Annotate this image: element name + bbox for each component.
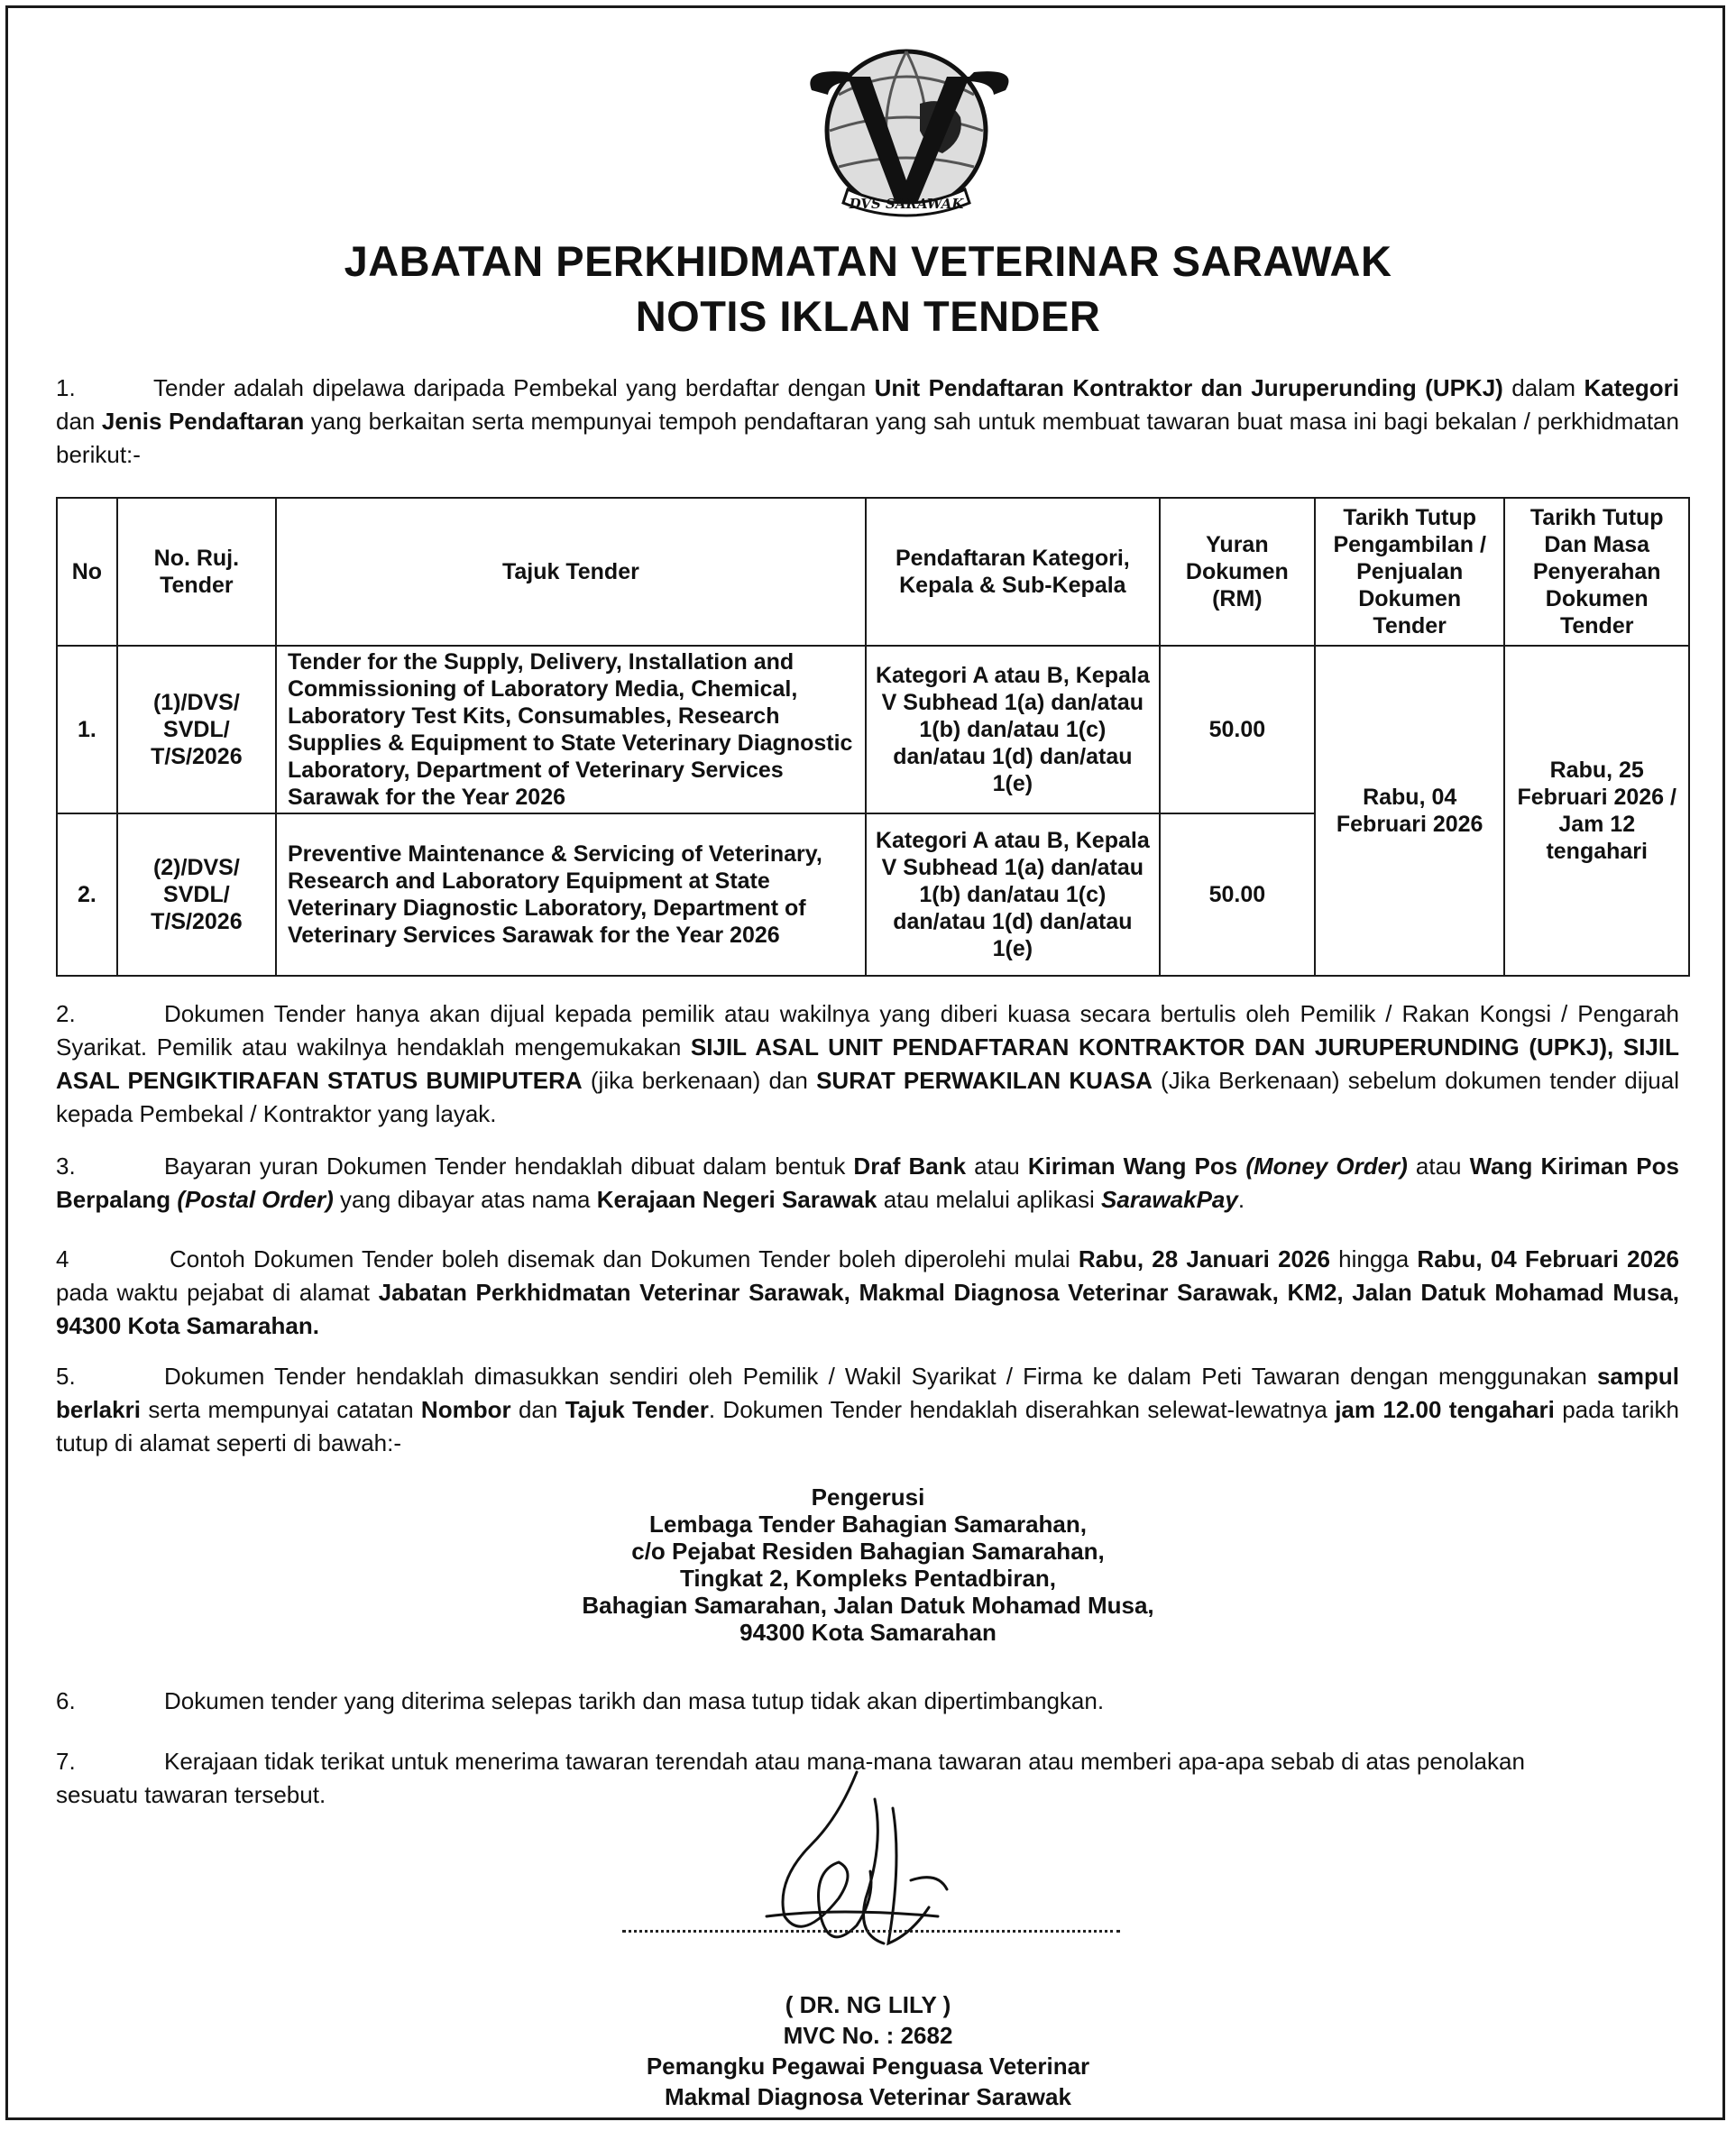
submission-address (0, 1483, 1736, 1646)
italic-text: (Money Order) (1245, 1153, 1408, 1180)
text: . Dokumen Tender hendaklah diserahkan selewat-lewatnya (708, 1396, 1336, 1423)
paragraph-2 (56, 997, 1679, 1131)
column-header: Tajuk Tender (276, 498, 866, 646)
text: atau melalui aplikasi (877, 1186, 1102, 1213)
handwritten-signature (703, 1763, 974, 1970)
paragraph-number: 1. (56, 374, 76, 401)
paragraph-number: 6. (56, 1687, 76, 1714)
text: Dokumen Tender hanya akan dijual kepada pemilik atau wakilnya yang diberi kuasa secara bertulis oleh Pemilik / Rakan Kongsi / Pengarah Syarikat. Pemilik atau wakilnya hendaklah mengemukakan (56, 1000, 1679, 1061)
paragraph-number: 7. (56, 1748, 76, 1775)
bold-text: SURAT PERWAKILAN KUASA (816, 1067, 1153, 1094)
address-line: Lembaga Tender Bahagian Samarahan, (649, 1511, 1087, 1538)
notice-title: NOTIS IKLAN TENDER (635, 292, 1101, 340)
column-header: Pendaftaran Kategori, Kepala & Sub-Kepala (866, 498, 1160, 646)
column-header: No (57, 498, 117, 646)
address-line: Bahagian Samarahan, Jalan Datuk Mohamad Musa, (582, 1592, 1154, 1619)
bold-text: Jenis Pendaftaran (101, 408, 305, 435)
text: pada tarikh tutup di alamat seperti di bawah:- (56, 1396, 1679, 1456)
paragraph-number: 5. (56, 1363, 76, 1390)
text: Bayaran yuran Dokumen Tender hendaklah dibuat dalam bentuk (164, 1153, 854, 1180)
bold-text: Nombor (420, 1396, 511, 1423)
signatory-office: Makmal Diagnosa Veterinar Sarawak (665, 2083, 1071, 2110)
bold-text: sampul berlakri (56, 1363, 1679, 1423)
signatory-position: Pemangku Pegawai Penguasa Veterinar (646, 2053, 1090, 2080)
column-header: Tarikh Tutup Dan Masa Penyerahan Dokumen Tender (1504, 498, 1689, 646)
paragraph-5 (56, 1360, 1679, 1460)
column-header: Yuran Dokumen (RM) (1160, 498, 1315, 646)
bold-text: jam 12.00 tengahari (1335, 1396, 1555, 1423)
text: atau (966, 1153, 1028, 1180)
text: Kerajaan tidak terikat untuk menerima tawaran terendah atau mana-mana tawaran atau memberi apa-apa sebab di atas penolakan sesuatu tawaran tersebut. (56, 1748, 1525, 1808)
bold-text: Rabu, 28 Januari 2026 (1078, 1245, 1330, 1272)
address-line: Tingkat 2, Kompleks Pentadbiran, (679, 1565, 1057, 1592)
dvs-sarawak-logo (794, 41, 1028, 230)
tender-table (56, 497, 1690, 977)
text: dalam (1502, 374, 1584, 401)
table-row (57, 646, 1689, 813)
tender-title: Tender for the Supply, Delivery, Installation and Commissioning of Laboratory Media, Chemical, Laboratory Test Kits, Consumables, Research Supplies & Equipment to State Veterinary Diagnostic Laboratory, Department of Veterinary Services Sarawak for the Year 2026 (276, 646, 866, 813)
department-title: JABATAN PERKHIDMATAN VETERINAR SARAWAK (344, 237, 1392, 285)
text: Dokumen Tender hendaklah dimasukkan sendiri oleh Pemilik / Wakil Syarikat / Firma ke dalam Peti Tawaran dengan menggunakan (164, 1363, 1597, 1390)
bold-text: Draf Bank (853, 1153, 967, 1180)
row-number: 2. (57, 813, 117, 976)
submission-closing-date: Rabu, 25 Februari 2026 / Jam 12 tengahari (1504, 646, 1689, 976)
paragraph-1 (56, 372, 1679, 472)
bold-text: Kerajaan Negeri Sarawak (596, 1186, 877, 1213)
text: (Jika Berkenaan) sebelum dokumen tender dijual kepada Pembekal / Kontraktor yang layak. (56, 1067, 1680, 1127)
document-fee: 50.00 (1160, 646, 1315, 813)
text: hingga (1329, 1245, 1418, 1272)
address-line: Pengerusi (811, 1483, 925, 1511)
registration-category: Kategori A atau B, Kepala V Subhead 1(a) dan/atau 1(b) dan/atau 1(c) dan/atau 1(d) dan/atau 1(e) (866, 813, 1160, 976)
bold-text: Wang Kiriman Pos Berpalang (56, 1153, 1679, 1213)
logo-caption: DVS SARAWAK (849, 196, 964, 212)
signatory-name: ( DR. NG LILY ) (785, 1991, 951, 2018)
bold-text: Rabu, 04 Februari 2026 (1417, 1245, 1680, 1272)
bold-text: Tajuk Tender (565, 1396, 709, 1423)
address-line: 94300 Kota Samarahan (739, 1619, 997, 1646)
signatory-mvc: MVC No. : 2682 (783, 2022, 953, 2049)
text: Dokumen tender yang diterima selepas tarikh dan masa tutup tidak akan dipertimbangkan. (164, 1687, 1105, 1714)
bold-text: Kategori (1584, 374, 1679, 401)
paragraph-number: 4 (56, 1245, 69, 1272)
paragraph-number: 2. (56, 1000, 76, 1027)
document-fee: 50.00 (1160, 813, 1315, 976)
bold-text: Unit Pendaftaran Kontraktor dan Juruperunding (UPKJ) (874, 374, 1503, 401)
text: dan (56, 408, 102, 435)
column-header: No. Ruj. Tender (117, 498, 276, 646)
text: . (1237, 1186, 1245, 1213)
paragraph-4 (56, 1243, 1679, 1343)
paragraph-number: 3. (56, 1153, 76, 1180)
text: serta mempunyai catatan (140, 1396, 421, 1423)
bold-text: Jabatan Perkhidmatan Veterinar Sarawak, Makmal Diagnosa Veterinar Sarawak, KM2, Jalan Datuk Mohamad Musa, 94300 Kota Samarahan. (56, 1279, 1680, 1339)
bold-text: Kiriman Wang Pos (1027, 1153, 1238, 1180)
address-line: c/o Pejabat Residen Bahagian Samarahan, (631, 1538, 1105, 1565)
text: atau (1407, 1153, 1470, 1180)
text: (jika berkenaan) dan (582, 1067, 817, 1094)
text: dan (510, 1396, 565, 1423)
table-header-row (57, 498, 1689, 646)
bold-text: SIJIL ASAL UNIT PENDAFTARAN KONTRAKTOR DAN JURUPERUNDING (UPKJ), SIJIL ASAL PENGIKTIRAFAN STATUS BUMIPUTERA (56, 1033, 1679, 1094)
text: Tender adalah dipelawa daripada Pembekal yang berdaftar dengan (153, 374, 875, 401)
paragraph-3 (56, 1150, 1679, 1217)
reference-number: (1)/DVS/ SVDL/ T/S/2026 (117, 646, 276, 813)
italic-text: SarawakPay (1101, 1186, 1238, 1213)
registration-category: Kategori A atau B, Kepala V Subhead 1(a) dan/atau 1(b) dan/atau 1(c) dan/atau 1(d) dan/atau 1(e) (866, 646, 1160, 813)
row-number: 1. (57, 646, 117, 813)
text: yang dibayar atas nama (333, 1186, 597, 1213)
tender-title: Preventive Maintenance & Servicing of Veterinary, Research and Laboratory Equipment at State Veterinary Diagnostic Laboratory, Department of Veterinary Services Sarawak for the Year 2026 (276, 813, 866, 976)
text: yang berkaitan serta mempunyai tempoh pendaftaran yang sah untuk membuat tawaran buat masa ini bagi bekalan / perkhidmatan berikut:- (56, 408, 1679, 468)
text: pada waktu pejabat di alamat (56, 1279, 379, 1306)
italic-text: (Postal Order) (177, 1186, 334, 1213)
signatory-block (0, 1989, 1736, 2112)
sale-closing-date: Rabu, 04 Februari 2026 (1315, 646, 1505, 976)
column-header: Tarikh Tutup Pengambilan / Penjualan Dokumen Tender (1315, 498, 1505, 646)
paragraph-6 (56, 1685, 1679, 1718)
signature-line (622, 1930, 1120, 1933)
text: Contoh Dokumen Tender boleh disemak dan Dokumen Tender boleh diperolehi mulai (170, 1245, 1079, 1272)
reference-number: (2)/DVS/ SVDL/ T/S/2026 (117, 813, 276, 976)
